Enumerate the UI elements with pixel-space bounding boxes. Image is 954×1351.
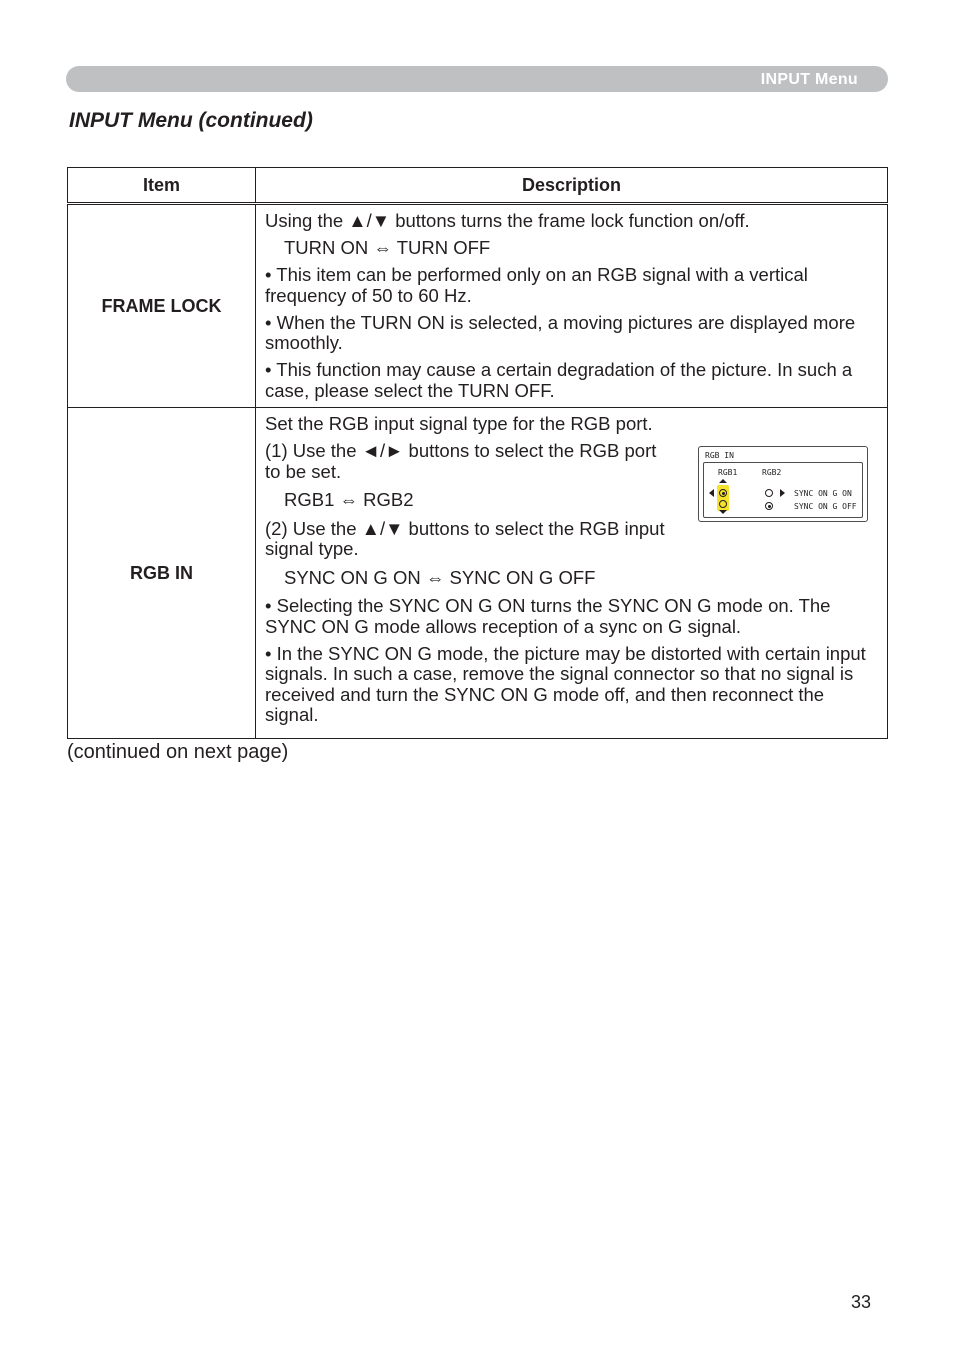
table-row-frame-lock: [68, 204, 888, 408]
column-header-description: Description: [256, 168, 888, 204]
osd-port1-label: RGB1: [718, 468, 738, 477]
table-header-row: [68, 168, 888, 204]
page-number: 33: [851, 1292, 872, 1312]
desc-line: RGB1 ⇔ RGB2: [284, 489, 414, 510]
right-arrow-icon: [780, 489, 785, 497]
desc-line: Using the ▲/▼ buttons turns the frame lock function on/off.: [265, 210, 750, 231]
radio-rgb2-off-icon: [765, 502, 773, 510]
desc-bullet: • Selecting the SYNC ON G ON turns the SYNC ON G mode on. The SYNC ON G mode allows reception of a sync on G signal.: [265, 595, 831, 637]
osd-option-on: SYNC ON G ON: [794, 489, 852, 498]
desc-bullet: • This function may cause a certain degradation of the picture. In such a case, please select the TURN OFF.: [265, 359, 853, 401]
description-frame-lock: [256, 204, 888, 408]
osd-title: RGB IN: [705, 451, 734, 460]
up-arrow-icon: [719, 479, 727, 483]
osd-port2-label: RGB2: [762, 468, 782, 477]
item-frame-lock: FRAME LOCK: [68, 204, 256, 408]
input-menu-table: [67, 167, 888, 739]
desc-bullet: • In the SYNC ON G mode, the picture may be distorted with certain input signals. In such a case, remove the signal connector so that no signal is received and turn the SYNC ON G mode off, and then reconnect the signal.: [265, 642, 866, 725]
desc-line: TURN ON ⇔ TURN OFF: [284, 237, 491, 258]
continued-note: (continued on next page): [67, 741, 289, 763]
desc-line: SYNC ON G ON ⇔ SYNC ON G OFF: [284, 566, 596, 588]
page-title: INPUT Menu (continued): [69, 109, 313, 132]
description-rgb-in: [256, 408, 888, 739]
table-row-rgb-in: [68, 408, 888, 739]
down-arrow-icon: [719, 510, 727, 514]
osd-panel: [703, 462, 863, 518]
item-rgb-in: RGB IN: [68, 408, 256, 739]
desc-line: (1) Use the ◄/► buttons to select the RGB port to be set.: [265, 440, 657, 482]
desc-line: (2) Use the ▲/▼ buttons to select the RGB input signal type.: [265, 517, 665, 559]
header-bar: [66, 66, 888, 92]
header-section-label: INPUT Menu: [760, 71, 858, 88]
desc-bullet: • This item can be performed only on an RGB signal with a vertical frequency of 50 to 60 Hz.: [265, 264, 808, 306]
column-header-item: Item: [68, 168, 256, 204]
desc-line: Set the RGB input signal type for the RGB port.: [265, 413, 653, 434]
osd-option-off: SYNC ON G OFF: [794, 502, 857, 511]
desc-bullet: • When the TURN ON is selected, a moving pictures are displayed more smoothly.: [265, 311, 856, 353]
left-arrow-icon: [709, 489, 714, 497]
radio-rgb1-off-icon: [719, 500, 727, 508]
rgb-in-osd-illustration: [698, 446, 868, 522]
radio-rgb1-on-icon: [719, 489, 727, 497]
radio-rgb2-on-icon: [765, 489, 773, 497]
